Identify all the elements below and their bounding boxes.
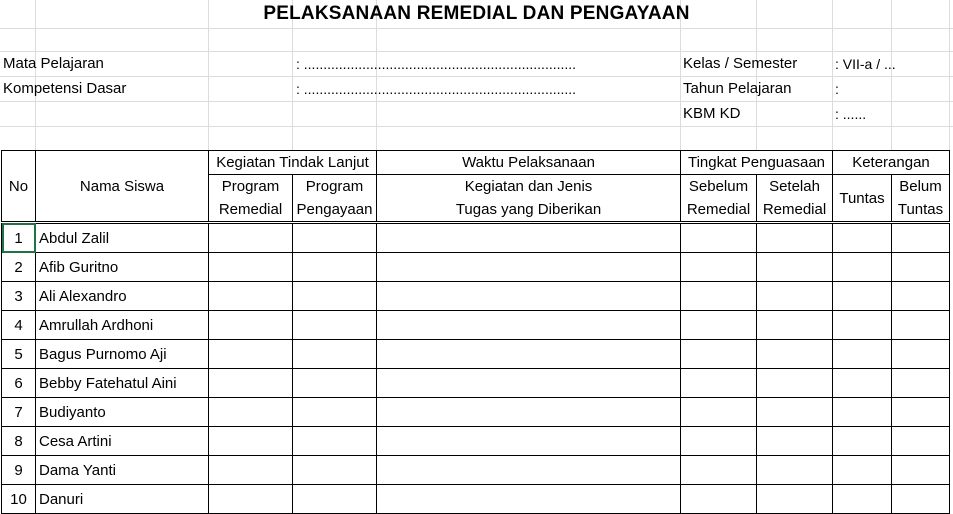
cell-kegiatan-tugas[interactable] (377, 223, 681, 253)
cell-no[interactable]: 7 (2, 398, 36, 427)
kbm-kd-label: KBM KD (683, 105, 741, 122)
cell-kegiatan-tugas[interactable] (377, 485, 681, 514)
table-row (2, 398, 950, 427)
header-sebelum-remedial: Remedial (681, 198, 757, 223)
cell-no[interactable]: 9 (2, 456, 36, 485)
cell-setelah-remedial[interactable] (757, 340, 833, 369)
header-program-remedial-top: Program (209, 175, 293, 199)
cell-program-pengayaan[interactable] (293, 253, 377, 282)
kompetensi-dasar-value[interactable]: : ...................................................................... (296, 81, 577, 97)
cell-no[interactable]: 5 (2, 340, 36, 369)
cell-nama-siswa[interactable]: Bebby Fatehatul Aini (36, 369, 209, 398)
cell-belum-tuntas[interactable] (892, 253, 950, 282)
kelas-semester-value[interactable]: : VII-a / ... (835, 56, 896, 72)
header-setelah-remedial: Remedial (757, 198, 833, 223)
header-row-1 (2, 151, 950, 175)
header-program-pengayaan-top: Program (293, 175, 377, 199)
cell-nama-siswa[interactable]: Amrullah Ardhoni (36, 311, 209, 340)
header-belum: Belum (892, 175, 950, 199)
remedial-table (1, 150, 950, 514)
header-remedial: Remedial (209, 198, 293, 223)
table-row (2, 485, 950, 514)
table-row (2, 369, 950, 398)
cell-nama-siswa[interactable]: Ali Alexandro (36, 282, 209, 311)
cell-belum-tuntas[interactable] (892, 223, 950, 253)
cell-belum-tuntas[interactable] (892, 311, 950, 340)
cell-setelah-remedial[interactable] (757, 427, 833, 456)
cell-sebelum-remedial[interactable] (681, 253, 757, 282)
cell-sebelum-remedial[interactable] (681, 456, 757, 485)
cell-program-remedial[interactable] (209, 340, 293, 369)
cell-no[interactable]: 2 (2, 253, 36, 282)
cell-program-pengayaan[interactable] (293, 311, 377, 340)
header-tingkat-penguasaan: Tingkat Penguasaan (681, 151, 833, 175)
cell-setelah-remedial[interactable] (757, 485, 833, 514)
cell-nama-siswa[interactable]: Bagus Purnomo Aji (36, 340, 209, 369)
cell-sebelum-remedial[interactable] (681, 398, 757, 427)
cell-belum-tuntas[interactable] (892, 485, 950, 514)
mata-pelajaran-label: Mata Pelajaran (3, 55, 104, 72)
cell-tuntas[interactable] (833, 282, 892, 311)
cell-program-pengayaan[interactable] (293, 398, 377, 427)
cell-no[interactable]: 6 (2, 369, 36, 398)
cell-setelah-remedial[interactable] (757, 311, 833, 340)
table-row (2, 456, 950, 485)
cell-nama-siswa[interactable]: Budiyanto (36, 398, 209, 427)
header-no: No (2, 151, 36, 223)
table-row (2, 340, 950, 369)
cell-no[interactable]: 3 (2, 282, 36, 311)
header-kegiatan-jenis: Kegiatan dan Jenis (377, 175, 681, 199)
table-row (2, 311, 950, 340)
tahun-pelajaran-value[interactable]: : (835, 81, 839, 97)
gridline (0, 126, 953, 127)
cell-program-pengayaan[interactable] (293, 282, 377, 311)
cell-tuntas[interactable] (833, 369, 892, 398)
cell-no[interactable]: 4 (2, 311, 36, 340)
cell-kegiatan-tugas[interactable] (377, 369, 681, 398)
cell-setelah-remedial[interactable] (757, 253, 833, 282)
header-tuntas: Tuntas (833, 175, 892, 223)
cell-sebelum-remedial[interactable] (681, 311, 757, 340)
cell-nama-siswa[interactable]: Cesa Artini (36, 427, 209, 456)
gridline (0, 28, 953, 29)
cell-tuntas[interactable] (833, 223, 892, 253)
cell-kegiatan-tugas[interactable] (377, 398, 681, 427)
gridline (0, 76, 953, 77)
cell-tuntas[interactable] (833, 398, 892, 427)
header-pengayaan: Pengayaan (293, 198, 377, 223)
cell-program-pengayaan[interactable] (293, 427, 377, 456)
cell-belum-tuntas[interactable] (892, 398, 950, 427)
cell-no[interactable]: 10 (2, 485, 36, 514)
mata-pelajaran-value[interactable]: : ...................................................................... (296, 56, 577, 72)
cell-setelah-remedial[interactable] (757, 369, 833, 398)
cell-belum-tuntas[interactable] (892, 427, 950, 456)
tahun-pelajaran-label: Tahun Pelajaran (683, 80, 792, 97)
cell-program-pengayaan[interactable] (293, 456, 377, 485)
cell-kegiatan-tugas[interactable] (377, 282, 681, 311)
kbm-kd-value[interactable]: : ...... (835, 106, 867, 122)
kompetensi-dasar-label: Kompetensi Dasar (3, 80, 127, 97)
cell-no[interactable]: 8 (2, 427, 36, 456)
cell-belum-tuntas[interactable] (892, 456, 950, 485)
cell-nama-siswa[interactable]: Dama Yanti (36, 456, 209, 485)
table-row (2, 223, 950, 253)
cell-kegiatan-tugas[interactable] (377, 253, 681, 282)
cell-belum-tuntas[interactable] (892, 282, 950, 311)
cell-program-pengayaan[interactable] (293, 340, 377, 369)
cell-program-remedial[interactable] (209, 223, 293, 253)
cell-sebelum-remedial[interactable] (681, 223, 757, 253)
page-title: PELAKSANAAN REMEDIAL DAN PENGAYAAN (263, 3, 690, 24)
cell-nama-siswa[interactable]: Danuri (36, 485, 209, 514)
table-row (2, 282, 950, 311)
cell-program-pengayaan[interactable] (293, 485, 377, 514)
cell-tuntas[interactable] (833, 456, 892, 485)
cell-kegiatan-tugas[interactable] (377, 456, 681, 485)
header-nama-siswa: Nama Siswa (36, 151, 209, 223)
cell-kegiatan-tugas[interactable] (377, 340, 681, 369)
header-sebelum: Sebelum (681, 175, 757, 199)
header-waktu-pelaksanaan: Waktu Pelaksanaan (377, 151, 681, 175)
cell-program-pengayaan[interactable] (293, 369, 377, 398)
cell-sebelum-remedial[interactable] (681, 369, 757, 398)
cell-program-remedial[interactable] (209, 311, 293, 340)
cell-setelah-remedial[interactable] (757, 398, 833, 427)
header-kegiatan-tindak-lanjut: Kegiatan Tindak Lanjut (209, 151, 377, 175)
cell-program-remedial[interactable] (209, 282, 293, 311)
header-keterangan: Keterangan (833, 151, 950, 175)
cell-program-remedial[interactable] (209, 485, 293, 514)
gridline (0, 51, 953, 52)
kelas-semester-label: Kelas / Semester (683, 55, 798, 72)
cell-program-remedial[interactable] (209, 253, 293, 282)
cell-sebelum-remedial[interactable] (681, 485, 757, 514)
cell-setelah-remedial[interactable] (757, 282, 833, 311)
cell-kegiatan-tugas[interactable] (377, 427, 681, 456)
table-row (2, 427, 950, 456)
cell-belum-tuntas[interactable] (892, 340, 950, 369)
cell-program-pengayaan[interactable] (293, 223, 377, 253)
cell-nama-siswa[interactable]: Abdul Zalil (36, 223, 209, 253)
gridline (0, 101, 953, 102)
header-setelah: Setelah (757, 175, 833, 199)
cell-program-remedial[interactable] (209, 456, 293, 485)
cell-sebelum-remedial[interactable] (681, 340, 757, 369)
table-row (2, 253, 950, 282)
header-belum-tuntas: Tuntas (892, 198, 950, 223)
cell-tuntas[interactable] (833, 253, 892, 282)
cell-sebelum-remedial[interactable] (681, 282, 757, 311)
cell-kegiatan-tugas[interactable] (377, 311, 681, 340)
cell-tuntas[interactable] (833, 485, 892, 514)
cell-belum-tuntas[interactable] (892, 369, 950, 398)
cell-nama-siswa[interactable]: Afib Guritno (36, 253, 209, 282)
cell-setelah-remedial[interactable] (757, 456, 833, 485)
cell-tuntas[interactable] (833, 427, 892, 456)
cell-tuntas[interactable] (833, 311, 892, 340)
cell-tuntas[interactable] (833, 340, 892, 369)
cell-no[interactable]: 1 (2, 223, 36, 253)
header-tugas-diberikan: Tugas yang Diberikan (377, 198, 681, 223)
cell-program-remedial[interactable] (209, 398, 293, 427)
cell-program-remedial[interactable] (209, 369, 293, 398)
cell-sebelum-remedial[interactable] (681, 427, 757, 456)
cell-setelah-remedial[interactable] (757, 223, 833, 253)
cell-program-remedial[interactable] (209, 427, 293, 456)
